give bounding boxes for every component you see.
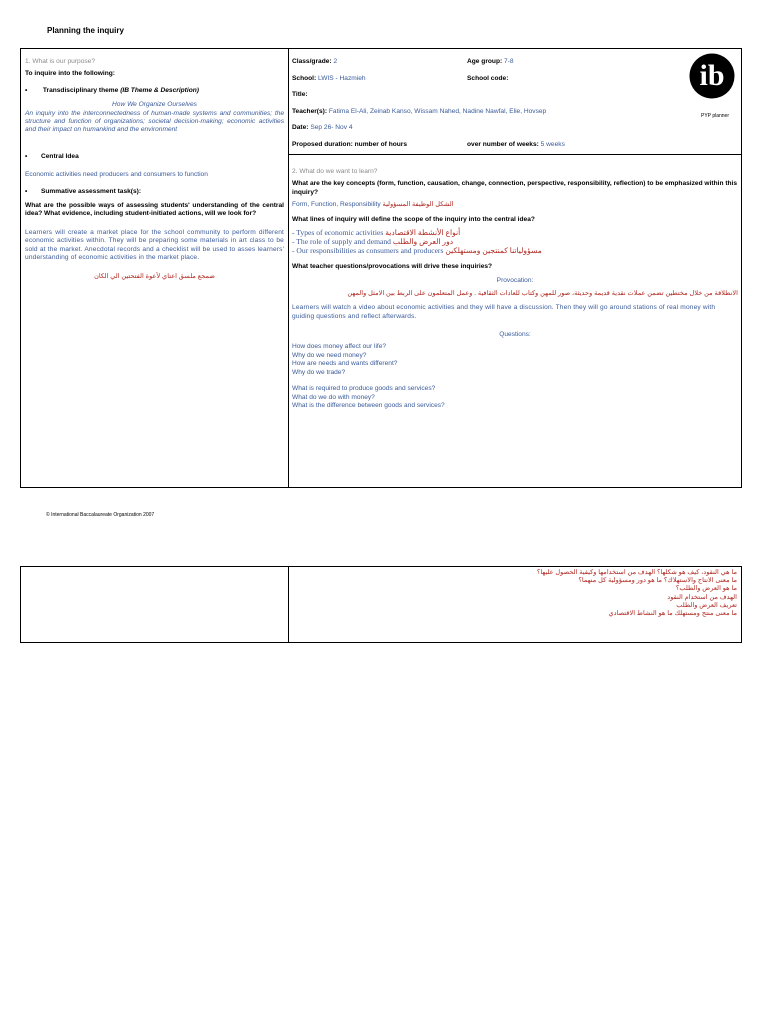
second-table-left-cell [21, 567, 289, 642]
school-code-label: School code: [467, 74, 509, 82]
planner-right-column [289, 49, 741, 487]
section1-heading: 1. What is our purpose? [25, 58, 96, 65]
question-item: How are needs and wants different? [292, 360, 398, 368]
duration-label: Proposed duration: number of hours [292, 140, 408, 148]
lines-of-inquiry [292, 228, 738, 255]
pyp-planner-label: PYP planner [701, 113, 729, 119]
inquire-line: To inquire into the following: [25, 70, 115, 78]
school-label: School: [292, 74, 317, 82]
summative-answer: Learners will create a market place for the school community to perform different economic activities within. They will be preparing some materials in art class to be sold at the market. Anecdotal records and a checklist will be used to asses learners' understanding of economic activities in the market place. [25, 228, 284, 262]
summative-label [25, 188, 284, 196]
school-value: LWIS - Hazmieh [318, 74, 366, 82]
arabic-line: الهدف من استخدام النقود [667, 593, 737, 601]
school-row [292, 75, 738, 92]
question-item: What is the difference between goods and services? [292, 401, 445, 409]
line-en: - Types of economic activities [292, 228, 384, 238]
line-of-inquiry [292, 246, 738, 255]
line-ar: دور العرض والطلب [392, 237, 454, 247]
class-row [292, 58, 738, 75]
arabic-line: ما معنى منتج ومستهلك ما هو النشاط الاقتصادي [608, 610, 737, 618]
class-label: Class/grade: [292, 58, 332, 65]
line-ar: مسؤولياتنا كمنتجين ومستهلكين [445, 246, 542, 256]
lines-question: What lines of inquiry will define the scope of the inquiry into the central idea? [292, 215, 535, 223]
concepts-arabic: الشكل الوظيفة المسؤولية [382, 201, 454, 209]
questions-prompt: What teacher questions/provocations will drive these inquiries? [292, 263, 493, 271]
line-en: - Our responsibilities as consumers and producers [292, 246, 444, 256]
teachers-value: Fatima El-Ali, Zeinab Kanso, Wissam Nahed, Nadine Nawfal, Elie, Hovsep [328, 107, 547, 115]
question-item: Why do we need money? [292, 351, 367, 359]
provocation-arabic: الانطلاقة من خلال مختطين تضمن عملات نقدية قديمة وحديثة، صور للمهن وكتاب للعادات الثقافية . وعمل المتعلمون على الربط بين الامثل والمهن [347, 289, 738, 297]
title-label: Title: [292, 91, 308, 98]
page-title: Planning the inquiry [47, 26, 124, 35]
summative-arabic: ضمجع ملسق اعتاي لأعوة الفتحتين الي الكان [94, 272, 215, 280]
line-ar: أنواع الأنشطة الاقتصادية [385, 228, 461, 238]
weeks-label: over number of weeks: [467, 140, 539, 148]
header-info [289, 49, 741, 155]
summative-label-text: Summative assessment task(s): [41, 187, 142, 195]
question-item: Why do we trade? [292, 368, 346, 376]
theme-label-italic: (IB Theme & Description) [120, 86, 199, 94]
planner-table [20, 48, 742, 488]
line-en: - The role of supply and demand [292, 237, 391, 247]
questions-heading: Questions: [499, 331, 531, 339]
concepts-answer: Form, Function, Responsibility [292, 201, 381, 209]
concepts-question: What are the key concepts (form, function, causation, change, connection, perspective, responsibility, reflection) to be emphasized within this inquiry? [292, 180, 738, 196]
theme-label-text: Transdisciplinary theme [42, 86, 119, 94]
purpose-column [21, 49, 289, 487]
second-table-right-cell [289, 567, 741, 642]
arabic-line: ما هو العرض والطلب؟ [675, 585, 737, 593]
theme-description: An inquiry into the interconnectedness of human-made systems and communities; the structure and function of organizations; societal decision-making; economic activities and their impact on humankind and the environment [25, 109, 284, 134]
central-idea-label [25, 153, 284, 161]
questions-group-2 [292, 385, 738, 410]
title-row [292, 91, 738, 108]
provocation-text: Learners will watch a video about economic activities and they will have a discussion. Then they will go around stations of real money with guiding questions and reflect afterwards. [292, 304, 716, 320]
provocation-heading: Provocation: [496, 277, 534, 285]
teachers-row [292, 108, 738, 125]
copyright-footer: © International Baccalaureate Organization 2007 [46, 512, 155, 518]
central-idea-label-text: Central Idea [41, 152, 79, 160]
section2 [289, 155, 741, 487]
class-value: 2 [333, 58, 338, 65]
theme-name: How We Organize Ourselves [112, 101, 197, 109]
question-item: What do we do with money? [292, 393, 375, 401]
arabic-line: ما هي النقود، كيف هو شكلها؟ الهدف من استخدامها وكيفية الحصول عليها؟ [536, 569, 737, 576]
ib-logo [689, 53, 735, 99]
ib-logo-text: ib [699, 59, 725, 92]
date-row [292, 124, 738, 141]
date-label: Date: [292, 124, 309, 131]
arabic-line: تعريف العرض والطلب [676, 601, 737, 609]
summative-question: What are the possible ways of assessing students' understanding of the central idea? What evidence, including student-initiated actions, will we look for? [25, 202, 284, 218]
age-label: Age group: [467, 58, 503, 65]
second-table [20, 566, 742, 643]
theme-label [25, 87, 284, 95]
concepts-answer-line [292, 201, 738, 209]
central-idea: Economic activities need producers and consumers to function [25, 171, 208, 179]
date-value: Sep 26- Nov 4 [310, 124, 353, 131]
line-of-inquiry [292, 237, 738, 246]
questions-group-1 [292, 343, 738, 377]
age-value: 7-8 [504, 58, 514, 65]
section2-heading: 2. What do we want to learn? [292, 168, 378, 175]
line-of-inquiry [292, 228, 738, 237]
arabic-line: ما معنى الانتاج والاستهلاك؟ ما هو دور ومسؤولية كل منهما؟ [578, 577, 737, 585]
question-item: How does money affect our life? [292, 343, 387, 351]
teachers-label: Teacher(s): [292, 107, 328, 115]
question-item: What is required to produce goods and services? [292, 385, 436, 393]
weeks-value: 5 weeks [540, 140, 565, 148]
